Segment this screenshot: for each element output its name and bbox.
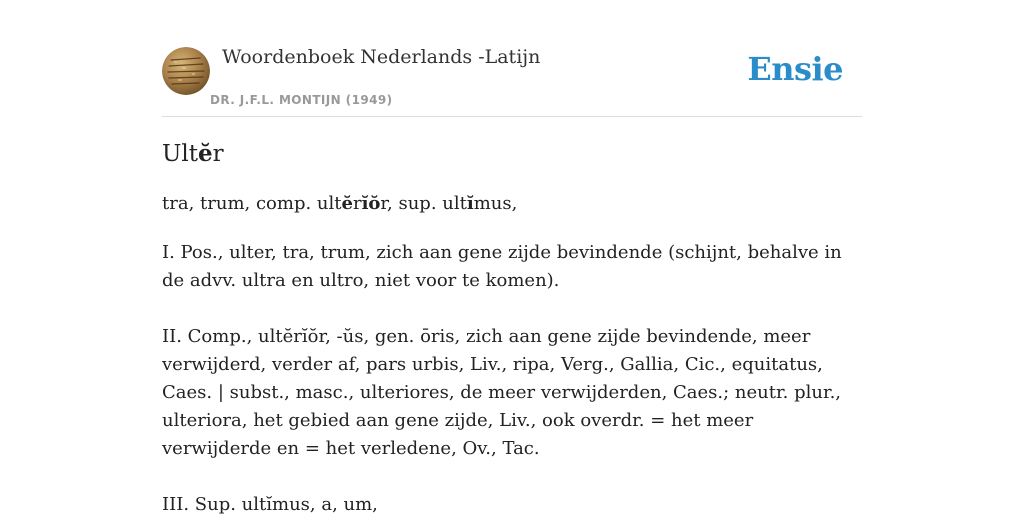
headword-part: Ult: [162, 141, 198, 167]
forms-text: tra, trum, comp. ult: [162, 193, 342, 214]
sense-comparative: II. Comp., ultĕrĭŏr, -ŭs, gen. ōris, zich aan gene zijde bevindende, meer verwijderd, verder af, pars urbis, Liv., ripa, Verg., Gallia, Cic., equitatus, Caes. | subst., masc., ulteriores, de meer verwijderden, Caes.; neutr. plur., ulteriora, het gebied aan gene zijde, Liv., ook overdr. = het meer verwijderde en = het verledene, Ov., Tac.: [162, 326, 842, 459]
forms-accent: ĭŏ: [361, 193, 381, 214]
headword-accent: ĕ: [197, 140, 213, 167]
headword-part: r: [212, 141, 224, 167]
book-title[interactable]: Woordenboek Nederlands -Latijn: [222, 46, 541, 68]
bronze-inscription-tablet-icon[interactable]: [162, 47, 210, 95]
ensie-logo-link[interactable]: Ensie: [747, 50, 843, 88]
sense-positive: I. Pos., ulter, tra, trum, zich aan gene zijde bevindende (schijnt, behalve in de advv. ultra en ultro, niet voor te komen).: [162, 242, 842, 291]
entry-inflection-forms: [162, 193, 517, 214]
book-author: DR. J.F.L. MONTIJN (1949): [210, 93, 393, 107]
forms-text: r: [352, 193, 362, 214]
page: [162, 0, 862, 515]
forms-accent: ĕ: [341, 193, 353, 214]
forms-accent: ĭ: [466, 193, 474, 214]
forms-text: r, sup. ult: [380, 193, 467, 214]
dictionary-header: [162, 0, 862, 117]
forms-text: mus,: [473, 193, 518, 214]
entry-headword: [162, 140, 224, 167]
sense-superlative: III. Sup. ultĭmus, a, um,: [162, 494, 378, 515]
